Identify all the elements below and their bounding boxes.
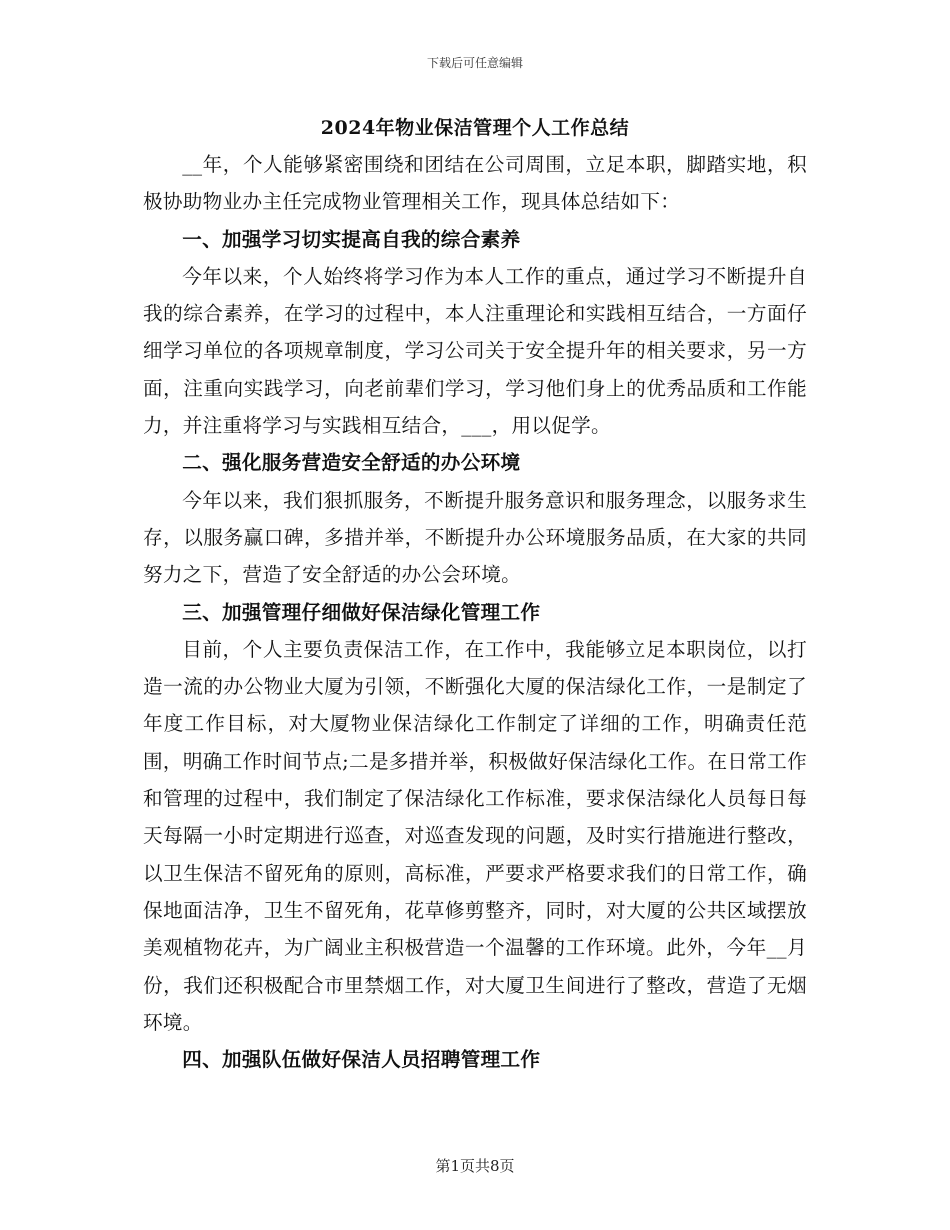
section-paragraph-1: 今年以来，个人始终将学习作为本人工作的重点，通过学习不断提升自我的综合素养，在学习的过程中，本人注重理论和实践相互结合，一方面仔细学习单位的各项规章制度，学习公司关于安全提升年的相关要求，另一方面，注重向实践学习，向老前辈们学习，学习他们身上的优秀品质和工作能力，并注重将学习与实践相互结合，___，用以促学。	[143, 264, 807, 438]
page-number: 第1页共8页	[435, 1157, 515, 1175]
header-note: 下载后可任意编辑	[426, 56, 523, 70]
section-paragraph-2: 今年以来，我们狠抓服务，不断提升服务意识和服务理念，以服务求生存，以服务赢口碑，多措并举，不断提升办公环境服务品质，在大家的共同努力之下，营造了安全舒适的办公会环境。	[143, 488, 807, 587]
document-body	[143, 146, 807, 1078]
intro-paragraph: __年，个人能够紧密围绕和团结在公司周围，立足本职，脚踏实地，积极协助物业办主任完成物业管理相关工作，现具体总结如下：	[143, 153, 807, 214]
section-heading-2: 二、强化服务营造安全舒适的办公环境	[182, 451, 521, 475]
section-paragraph-3: 目前，个人主要负责保洁工作，在工作中，我能够立足本职岗位，以打造一流的办公物业大厦为引领，不断强化大厦的保洁绿化工作，一是制定了年度工作目标，对大厦物业保洁绿化工作制定了详细的工作，明确责任范围，明确工作时间节点;二是多措并举，积极做好保洁绿化工作。在日常工作和管理的过程中，我们制定了保洁绿化工作标准，要求保洁绿化人员每日每天每隔一小时定期进行巡查，对巡查发现的问题，及时实行措施进行整改，以卫生保洁不留死角的原则，高标准，严要求严格要求我们的日常工作，确保地面洁净，卫生不留死角，花草修剪整齐，同时，对大厦的公共区域摆放美观植物花卉，为广阔业主积极营造一个温馨的工作环境。此外，今年__月份，我们还积极配合市里禁烟工作，对大厦卫生间进行了整改，营造了无烟环境。	[143, 637, 807, 1034]
section-heading-3: 三、加强管理仔细做好保洁绿化管理工作	[182, 600, 541, 624]
section-heading-4: 四、加强队伍做好保洁人员招聘管理工作	[182, 1048, 541, 1072]
document-title: 2024年物业保洁管理个人工作总结	[320, 117, 630, 139]
section-heading-1: 一、加强学习切实提高自我的综合素养	[182, 227, 521, 251]
